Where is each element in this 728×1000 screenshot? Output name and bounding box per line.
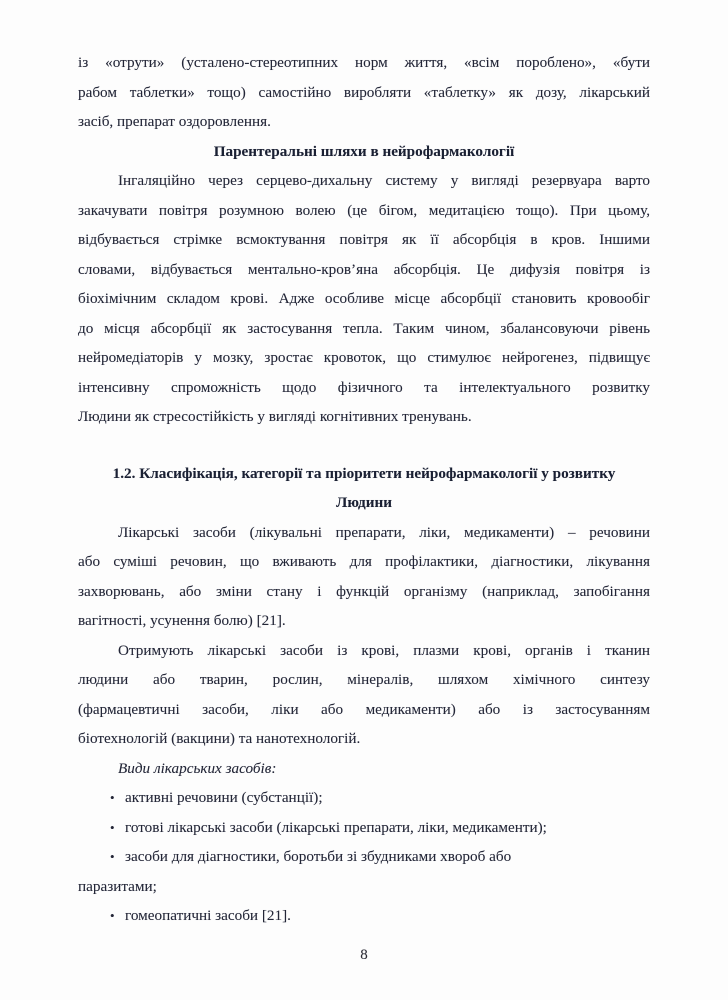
paragraph-line: словами, відбувається ментально-кров’яна абсорбція. Це дифузія повітря із <box>78 260 650 278</box>
paragraph-line: біотехнологій (вакцини) та нанотехнологій. <box>78 730 361 747</box>
paragraph-line: біохімічним складом крові. Адже особливе місце абсорбції становить кровообіг <box>78 290 650 307</box>
paragraph-line: нейромедіаторів у мозку, зростає кровоток, що стимулює нейрогенез, підвищує <box>78 349 650 366</box>
paragraph-line: засіб, препарат оздоровлення. <box>78 113 271 130</box>
subsection-heading-parenteral <box>78 137 650 167</box>
heading-line: 1.2. Класифікація, категорії та пріоритети нейрофармакології у розвитку <box>112 464 616 482</box>
list-lead-line: Види лікарських засобів: <box>118 759 277 777</box>
paragraph-line: Інгаляційно через серцево-дихальну систему у вигляді резервуара варто <box>118 172 650 189</box>
bullet-icon: • <box>110 908 115 923</box>
bullet-item-diagnostics <box>78 842 650 901</box>
paragraph-sources <box>78 636 650 754</box>
paragraph-line: людини або тварин, рослин, мінералів, шляхом хімічного синтезу <box>78 671 650 688</box>
heading-line: Парентеральні шляхи в нейрофармакології <box>213 142 515 160</box>
page-content <box>78 48 650 931</box>
bullet-text: готові лікарські засоби (лікарські препарати, ліки, медикаменти); <box>125 818 547 836</box>
bullet-text: засоби для діагностики, боротьби зі збудниками хвороб або <box>125 848 512 865</box>
paragraph-line: вагітності, усунення болю) [21]. <box>78 612 286 629</box>
bullet-item <box>78 813 650 843</box>
list-lead-types <box>78 754 650 784</box>
bullet-item <box>78 901 650 931</box>
paragraph-line: або суміші речовин, що вживають для профілактики, діагностики, лікування <box>78 553 650 570</box>
paragraph-line: Людини як стресостійкість у вигляді когнітивних тренувань. <box>78 408 472 425</box>
paragraph-line: Отримують лікарські засоби із крові, плазми крові, органів і тканин <box>118 641 650 659</box>
bullet-text: гомеопатичні засоби [21]. <box>125 907 291 924</box>
bullet-icon: • <box>110 790 115 805</box>
bullet-icon: • <box>110 819 115 835</box>
bullet-text: активні речовини (субстанції); <box>125 789 323 806</box>
paragraph-definition <box>78 518 650 636</box>
paragraph-line: відбувається стрімке всмоктування повітря як її абсорбція в кров. Іншими <box>78 231 650 248</box>
section-heading-1-2 <box>78 459 650 518</box>
paragraph-line: (фармацевтичні засоби, ліки або медикаменти) або із застосуванням <box>78 700 650 718</box>
bullet-item-homeopathic <box>78 901 650 931</box>
page-number: 8 <box>360 946 368 963</box>
paragraph-continuation <box>78 48 650 137</box>
paragraph-line: до місця абсорбції як застосування тепла. Таким чином, збалансовуючи рівень <box>78 319 650 337</box>
heading-line: Людини <box>336 494 392 511</box>
paragraph-line: інтенсивну спроможність щодо фізичного та інтелектуального розвитку <box>78 378 650 396</box>
paragraph-line: захворювань, або зміни стану і функцій організму (наприклад, запобігання <box>78 582 650 600</box>
bullet-item-active-substances <box>78 783 650 813</box>
paragraph-line: із «отрути» (усталено-стереотипних норм життя, «всім пороблено», «бути <box>78 54 650 71</box>
bullet-item <box>78 783 650 813</box>
paragraph-inhalation <box>78 166 650 432</box>
bullet-continuation-line: паразитами; <box>78 877 157 895</box>
bullet-icon: • <box>110 849 115 864</box>
bullet-item <box>78 842 650 872</box>
bullet-item-finished-drugs <box>78 813 650 843</box>
paragraph-line: закачувати повітря розумною волею (це бігом, медитацією тощо). При цьому, <box>78 201 650 219</box>
paragraph-line: рабом таблетки» тощо) самостійно виробляти «таблетку» як дозу, лікарський <box>78 83 650 101</box>
paragraph-line: Лікарські засоби (лікувальні препарати, ліки, медикаменти) – речовини <box>118 523 650 541</box>
